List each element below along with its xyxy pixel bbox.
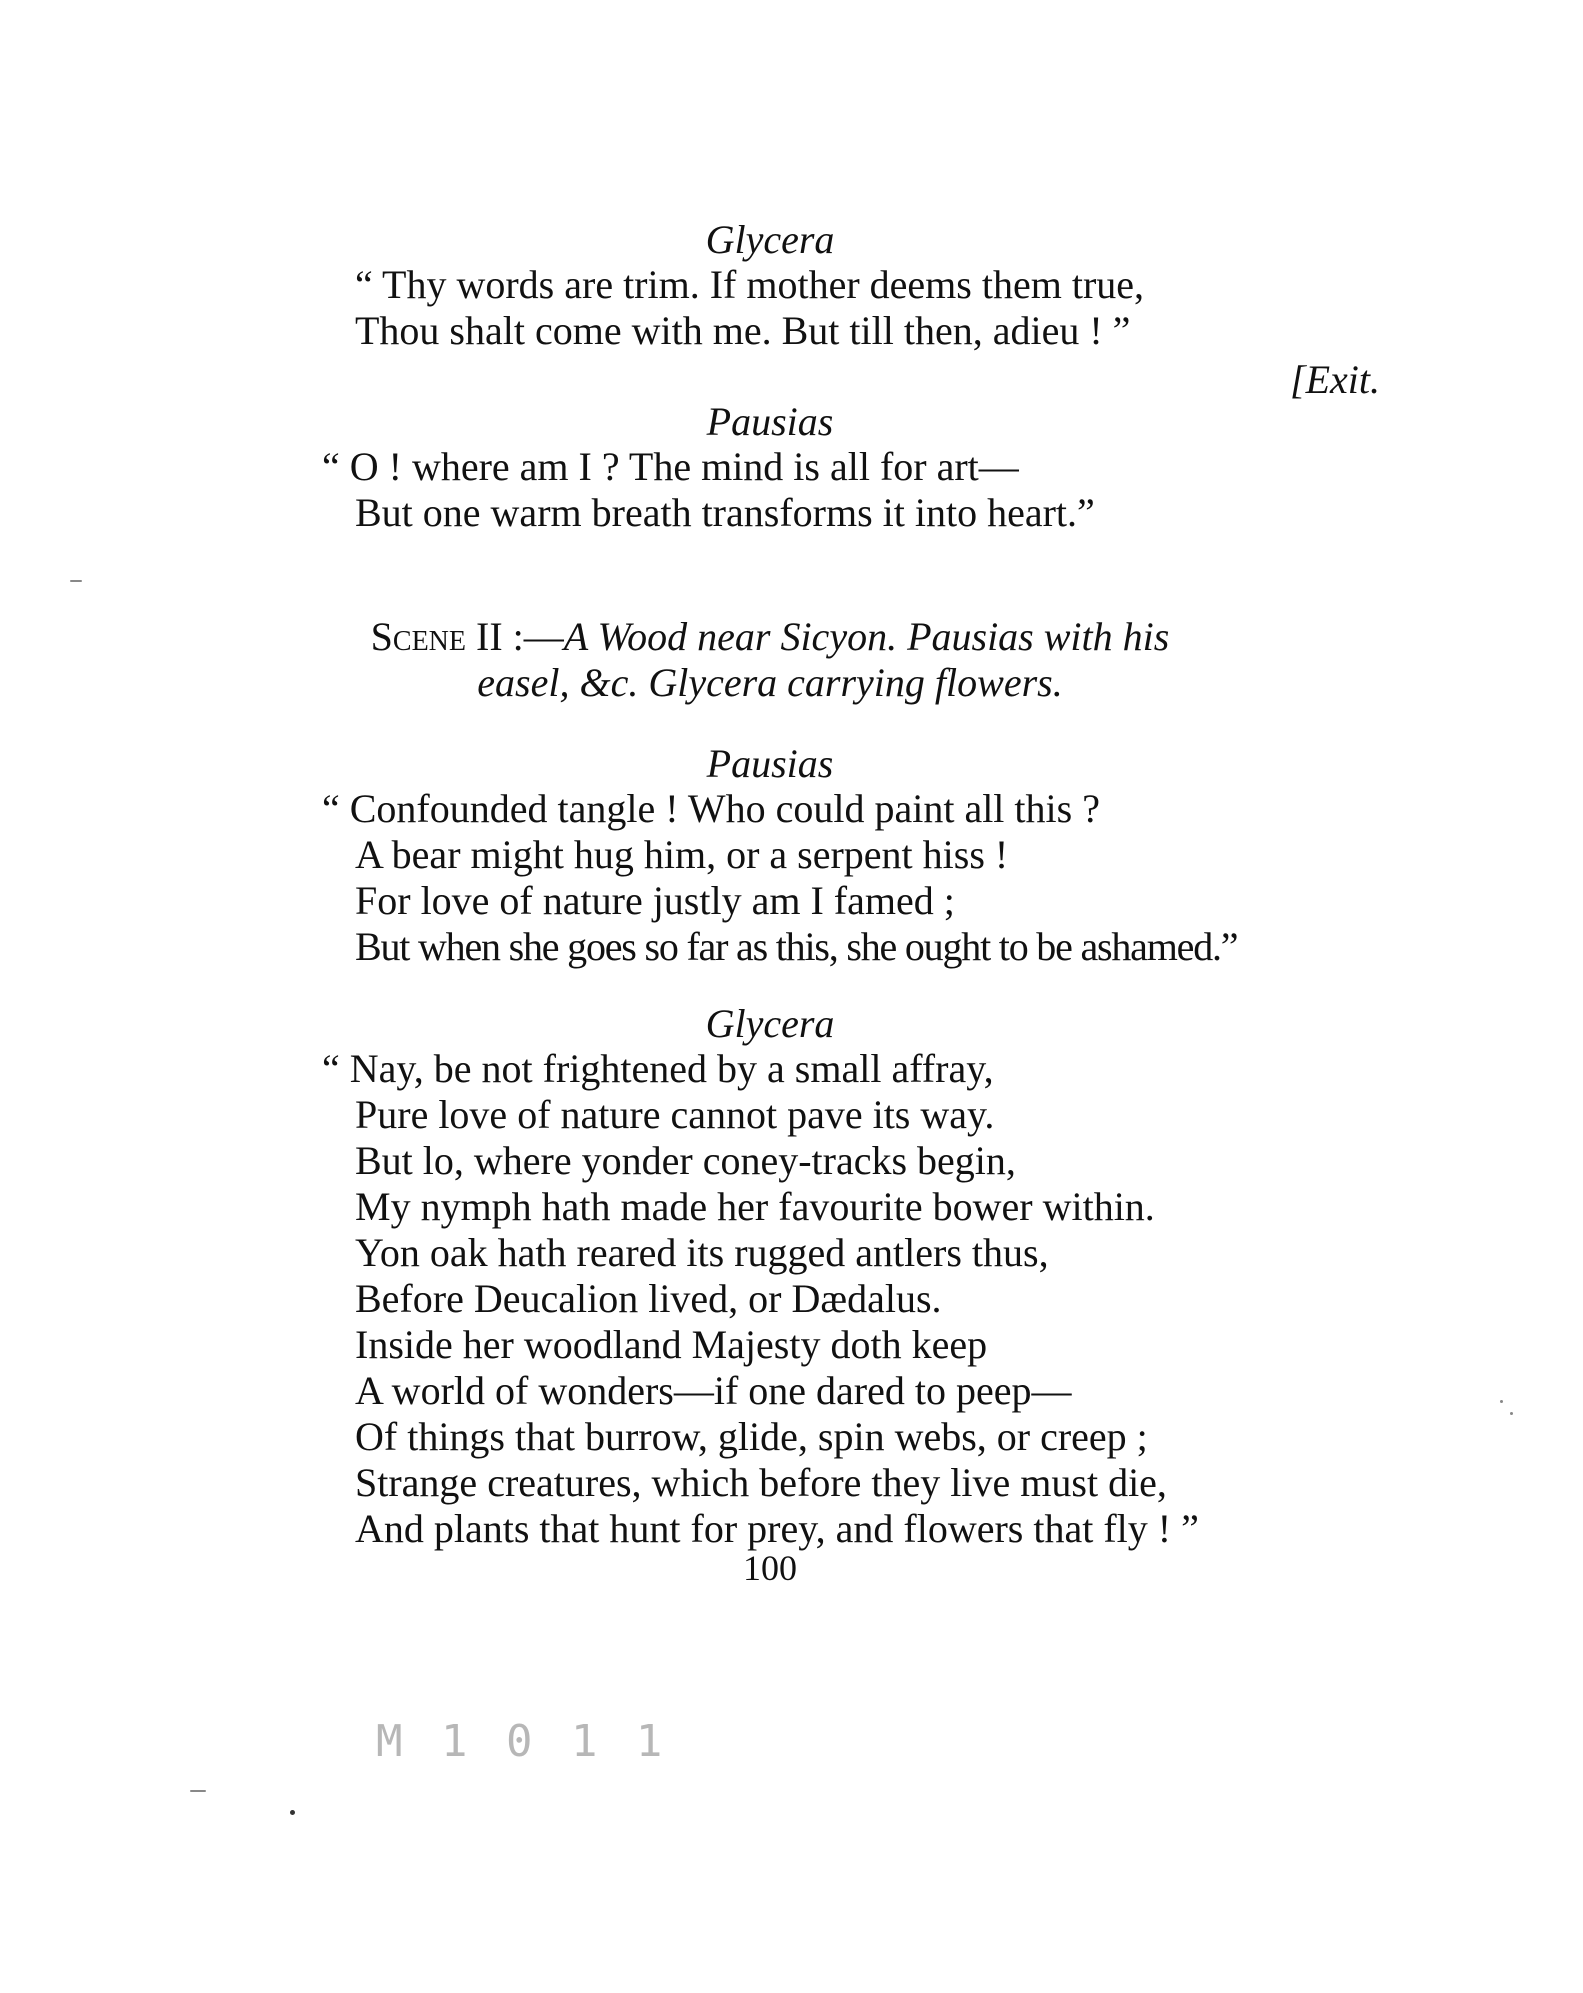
verse-line: But lo, where yonder coney-tracks begin, xyxy=(355,1138,1016,1183)
verse-line: But one warm breath transforms it into heart.” xyxy=(355,490,1095,535)
verse-line: But when she goes so far as this, she ought to be ashamed.” xyxy=(355,924,1238,969)
verse-line: And plants that hunt for prey, and flowers that fly ! ” xyxy=(355,1506,1199,1551)
speaker-name: Glycera xyxy=(705,1001,835,1046)
library-stamp: M 1 0 1 1 xyxy=(376,1716,669,1767)
verse-line: Pure love of nature cannot pave its way. xyxy=(355,1092,995,1137)
scan-speck xyxy=(1510,1412,1513,1415)
verse-line: “ O ! where am I ? The mind is all for art— xyxy=(322,444,1019,489)
scan-speck xyxy=(1500,1400,1503,1403)
scan-speck xyxy=(190,1790,206,1792)
scene-label: Scene II :— xyxy=(370,614,564,659)
scene-description: easel, &c. Glycera carrying flowers. xyxy=(477,660,1063,705)
verse-line: A bear might hug him, or a serpent hiss ! xyxy=(355,832,1009,877)
verse-line: Of things that burrow, glide, spin webs, or creep ; xyxy=(355,1414,1148,1459)
scene-heading xyxy=(0,614,1540,660)
page-number: 100 xyxy=(743,1548,797,1588)
scene-description: A Wood near Sicyon. Pausias with his xyxy=(563,614,1170,659)
scan-speck xyxy=(290,1810,295,1815)
verse-line: Strange creatures, which before they live must die, xyxy=(355,1460,1167,1505)
verse-line: For love of nature justly am I famed ; xyxy=(355,878,955,923)
verse-line: Thou shalt come with me. But till then, adieu ! ” xyxy=(355,308,1131,353)
scene-heading-continued xyxy=(0,660,1540,706)
scan-speck xyxy=(70,580,82,582)
speaker-name: Pausias xyxy=(706,399,834,444)
speaker-name: Glycera xyxy=(705,217,835,262)
verse-line: A world of wonders—if one dared to peep— xyxy=(355,1368,1072,1413)
stage-direction-exit: [Exit. xyxy=(1290,357,1380,402)
verse-line: “ Nay, be not frightened by a small affray, xyxy=(322,1046,994,1091)
verse-line: Yon oak hath reared its rugged antlers thus, xyxy=(355,1230,1049,1275)
verse-line: “ Confounded tangle ! Who could paint all this ? xyxy=(322,786,1100,831)
verse-line: Inside her woodland Majesty doth keep xyxy=(355,1322,988,1367)
verse-line: “ Thy words are trim. If mother deems them true, xyxy=(355,262,1145,307)
verse-line: My nymph hath made her favourite bower within. xyxy=(355,1184,1155,1229)
verse-line: Before Deucalion lived, or Dædalus. xyxy=(355,1276,942,1321)
speaker-name: Pausias xyxy=(706,741,834,786)
